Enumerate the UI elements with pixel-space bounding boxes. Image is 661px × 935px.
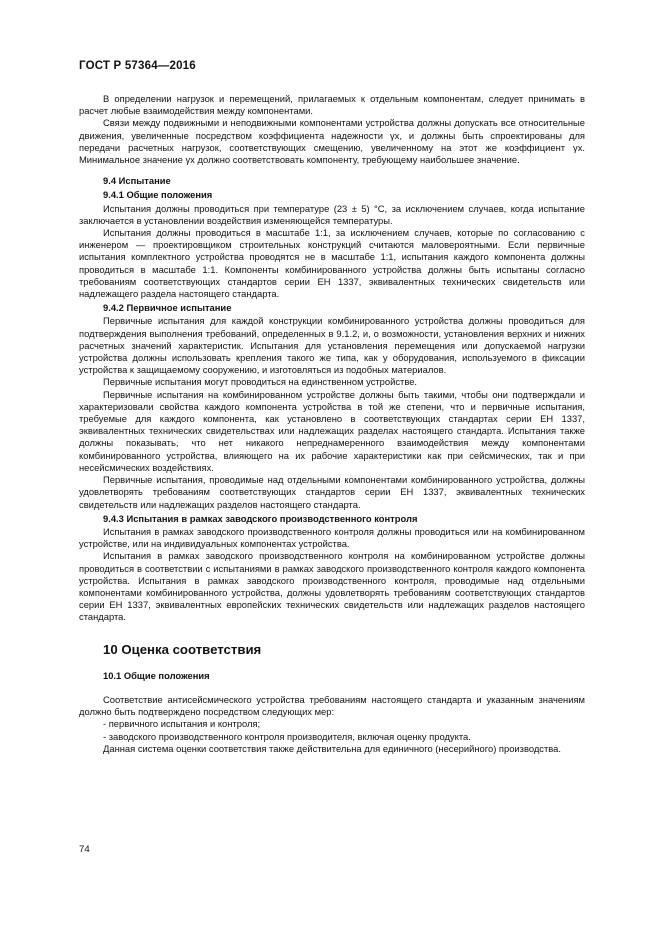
list-item: - первичного испытания и контроля; <box>103 718 261 730</box>
section-heading-9-4-2: 9.4.2 Первичное испытание <box>103 302 232 314</box>
paragraph: Испытания должны проводиться в масштабе 1:1, за исключением случаев, которые по согласованию с инженером — проектировщиком строительных конструкций считаются маловероятными. Если первичные испытания комплектного устройства проводятся не в масштабе 1:1, испытания каждого компонента должны проводиться в масштабе 1:1. Компоненты комбинированного устройства должны быть испытаны согласно требованиям соответствующих стандартов серии ЕН 1337, эквивалентных технических свидетельств или надлежащего раздела настоящего стандарта. <box>79 227 585 300</box>
paragraph: Данная система оценки соответствия также действительна для единичного (несерийного) производства. <box>103 742 561 754</box>
page-number: 74 <box>79 844 90 855</box>
document-header: ГОСТ Р 57364—2016 <box>79 60 196 72</box>
paragraph: Первичные испытания для каждой конструкции комбинированного устройства должны проводиться для подтверждения выполнения требований, определенных в 9.1.2, и, о возможности, установления верхних и нижних расчетных значений характеристик. Испытания для установления перемещения или допускаемой нагрузки устройства должны использовать крепления такого же типа, как у оборудования, используемого в фиксации устройства к защищаемому сооружению, и изготовляться из подобных материалов. <box>79 315 585 376</box>
paragraph: В определении нагрузок и перемещений, прилагаемых к отдельным компонентам, следует принимать в расчет любые взаимодействия между компонентами. <box>79 93 585 117</box>
section-heading-10: 10 Оценка соответствия <box>103 641 262 657</box>
paragraph: Первичные испытания могут проводиться на единственном устройстве. <box>103 376 418 388</box>
section-heading-9-4: 9.4 Испытание <box>103 175 171 187</box>
paragraph: Первичные испытания, проводимые над отдельными компонентами комбинированного устройства, должны удовлетворять требованиям соответствующих стандартов серии ЕН 1337, эквивалентных технических свидетельств или надлежащих разделов настоящего стандарта. <box>79 474 585 510</box>
paragraph: Первичные испытания на комбинированном устройстве должны быть такими, чтобы они подтверждали и характеризовали свойства каждого компонента устройства в той же степени, что и первичные испытания, требуемые для каждого компонента, как установлено в соответствующих стандартах серии ЕН 1337, эквивалентных технических свидетельствах или надлежащих разделах настоящего стандарта. Испытания также должны показывать, что нет никакого непреднамеренного взаимодействия между компонентами комбинированного устройства, влияющего на их рабочие характеристики как при сейсмических, так и при несейсмических воздействиях. <box>79 388 585 473</box>
paragraph: Испытания в рамках заводского производственного контроля должны проводиться или на комбинированном устройстве, или на индивидуальных компонентах устройства. <box>79 525 585 550</box>
page-body <box>79 93 585 755</box>
list-item: - заводского производственного контроля производителя, включая оценку продукта. <box>103 730 471 742</box>
section-heading-9-4-3: 9.4.3 Испытания в рамках заводского производственного контроля <box>103 512 418 524</box>
paragraph: Соответствие антисейсмического устройства требованиям настоящего стандарта и указанным значениям должно быть подтверждено посредством следующих мер: <box>79 693 585 718</box>
paragraph: Испытания в рамках заводского производственного контроля на комбинированном устройстве должны проводиться в соответствии с испытаниями в рамках заводского производственного контроля каждого компонента устройства. Испытания в рамках заводского производственного контроля, проводимые над отдельными компонентами комбинированного устройства, должны удовлетворять требованиям соответствующих стандартов серии ЕН 1337, эквивалентных европейских технических свидетельств или надлежащих разделов настоящего стандарта. <box>79 550 585 623</box>
section-heading-10-1: 10.1 Общие положения <box>103 669 210 681</box>
section-heading-9-4-1: 9.4.1 Общие положения <box>103 189 213 201</box>
paragraph: Связи между подвижными и неподвижными компонентами устройства должны допускать все относительные движения, увеличенные посредством коэффициента надежности γx, и должны быть спроектированы для передачи расчетных нагрузок, соответствующих смещению, увеличенному на этот же коэффициент γx. Минимальное значение γx должно соответствовать компоненту, требующему наибольшее значение. <box>79 117 585 166</box>
paragraph: Испытания должны проводиться при температуре (23 ± 5) °C, за исключением случаев, когда испытание заключается в установлении воздействия изменяющейся температуры. <box>79 202 585 226</box>
